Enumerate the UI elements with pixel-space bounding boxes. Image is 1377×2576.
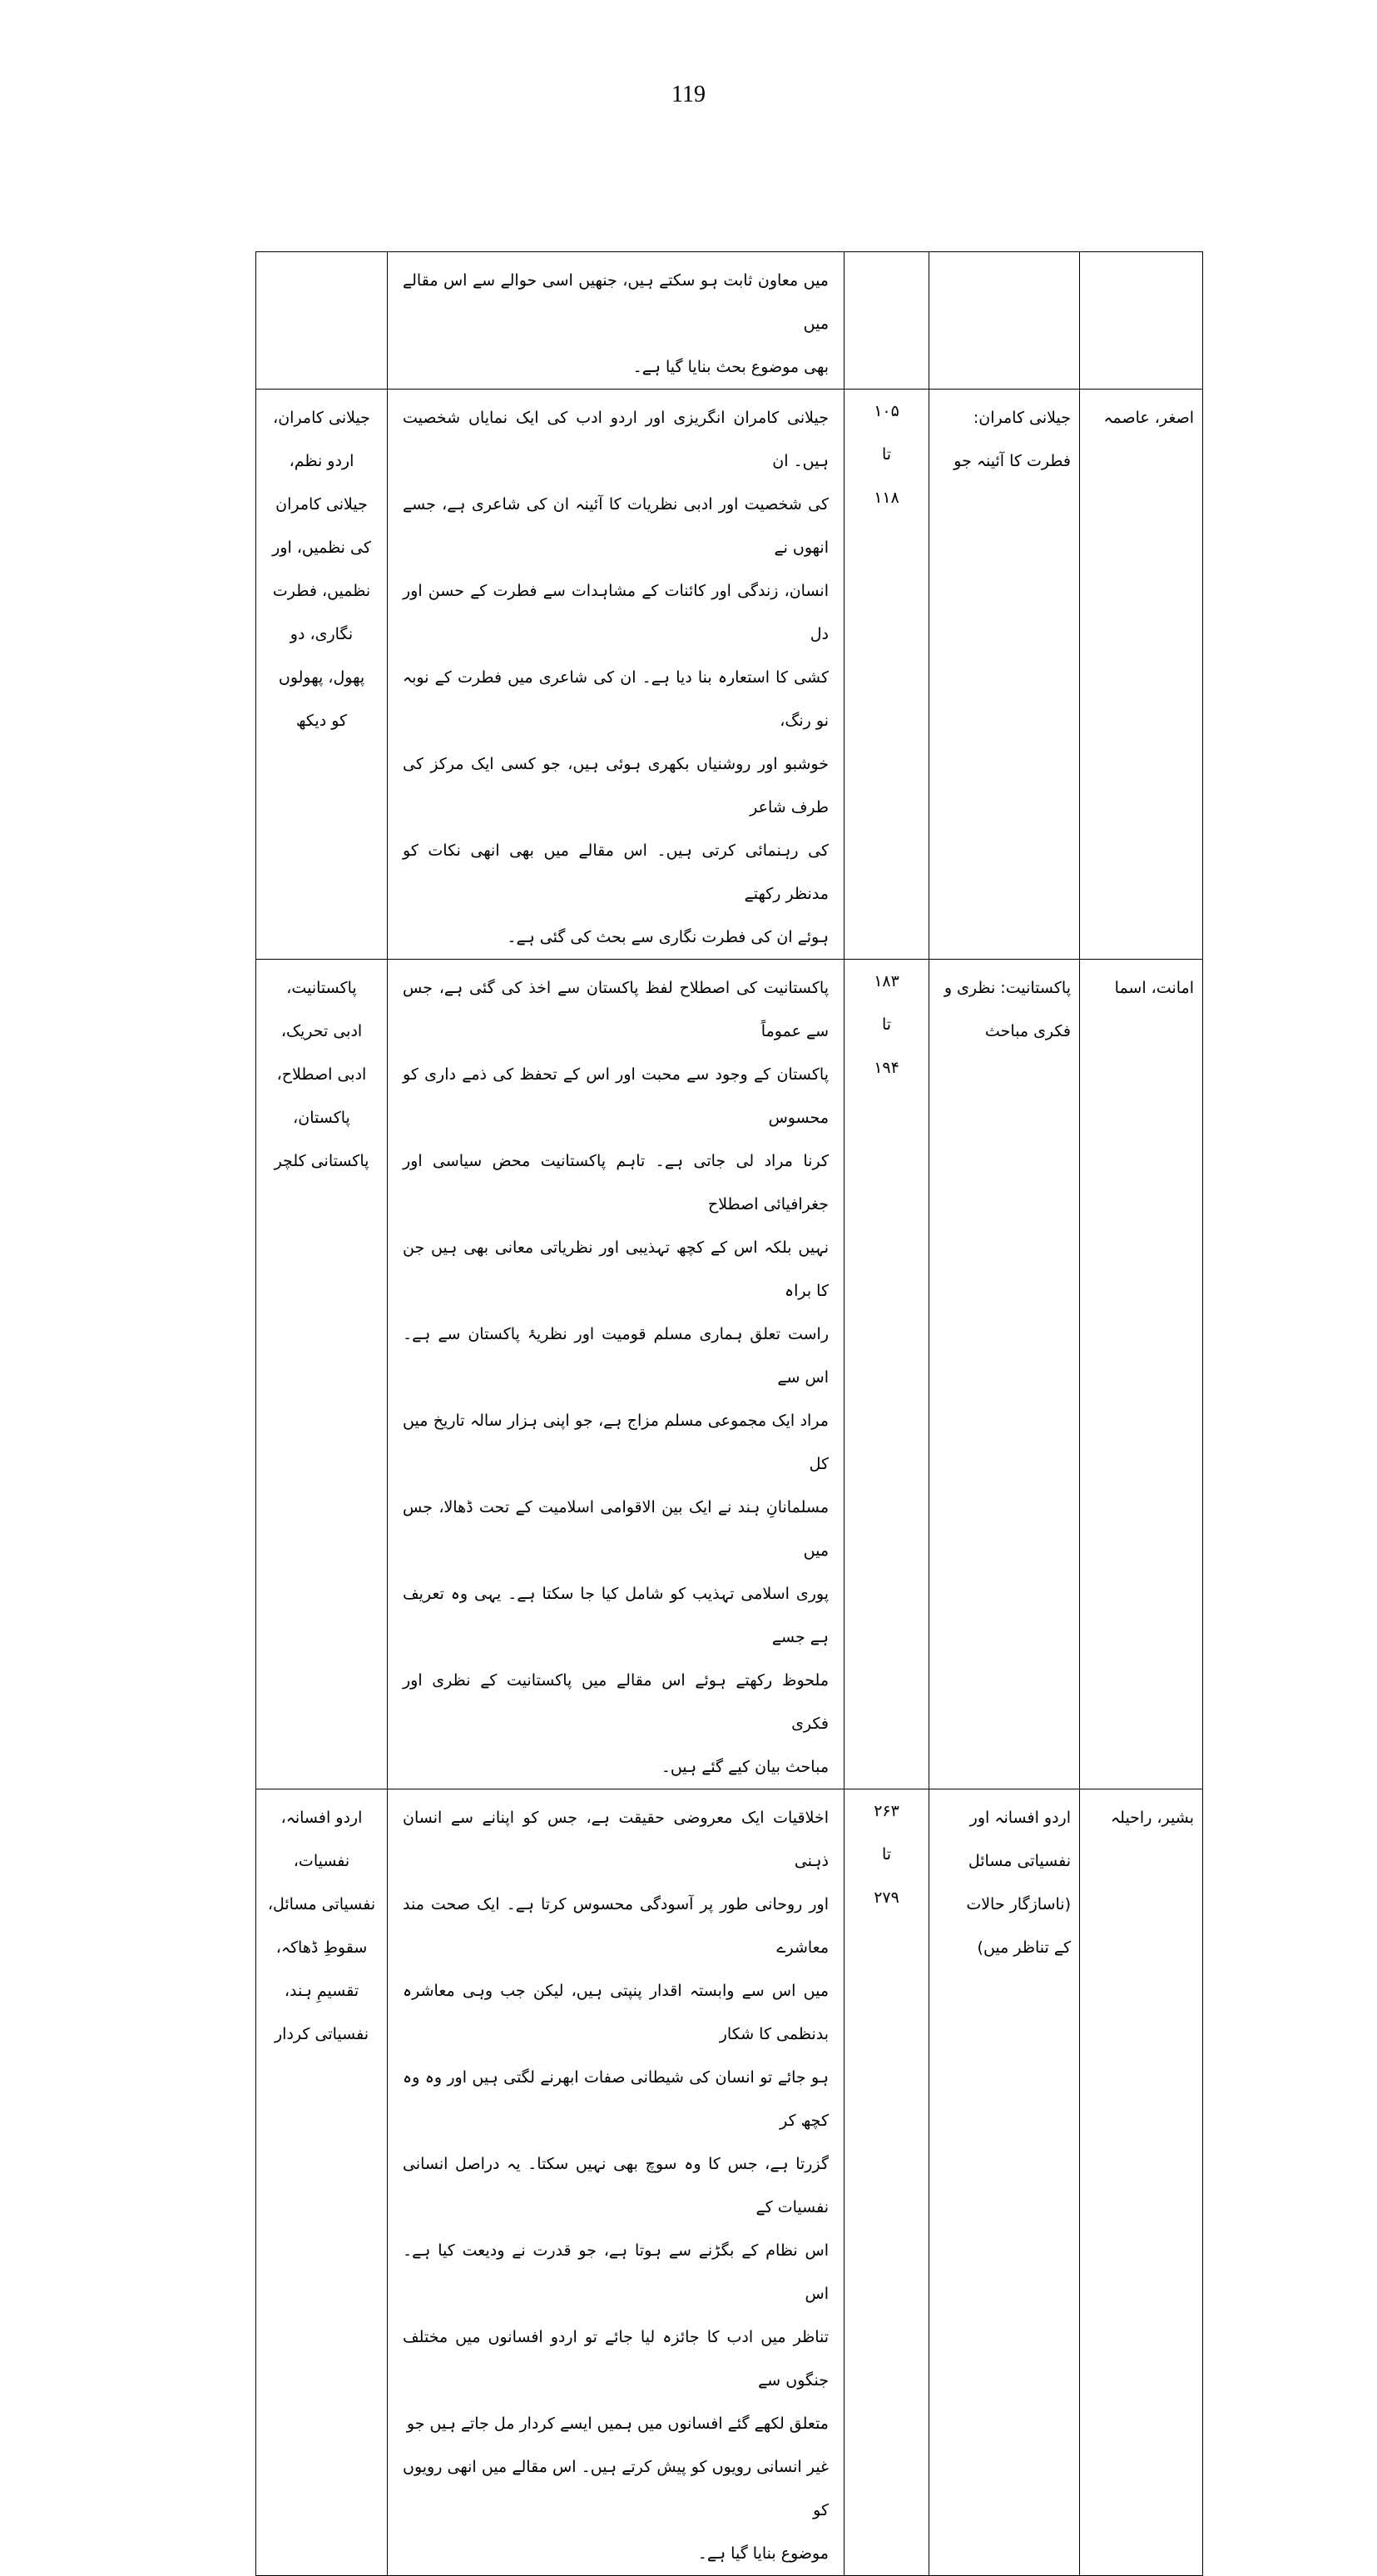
keywords-cell-line: ادبی تحریک،	[280, 1022, 363, 1040]
pages-cell-line: ۱۸۳	[874, 972, 899, 990]
abstract-cell-line: تناظر میں ادب کا جائزہ لیا جائے تو اردو افسانوں میں مختلف جنگوں سے	[403, 2328, 829, 2390]
abstract-cell-line: کی رہنمائی کرتی ہیں۔ اس مقالے میں بھی انھی نکات کو مدنظر رکھتے	[403, 841, 829, 903]
abstract-cell-line: ہو جائے تو انسان کی شیطانی صفات ابھرنے لگتی ہیں اور وہ وہ کچھ کر	[403, 2068, 829, 2130]
keywords-cell-line: تقسیمِ ہند،	[284, 1982, 359, 2000]
table-row	[256, 390, 1203, 960]
abstract-cell-line: کی شخصیت اور ادبی نظریات کا آئینہ ان کی شاعری ہے، جسے انھوں نے	[403, 495, 829, 557]
abstract-cell	[388, 252, 845, 390]
title-cell-line: نفسیاتی مسائل	[968, 1852, 1071, 1870]
title-cell	[929, 252, 1080, 390]
abstract-cell-line: میں معاون ثابت ہو سکتے ہیں، جنھیں اسی حوالے سے اس مقالے میں	[403, 271, 829, 333]
abstract-cell	[388, 390, 845, 960]
abstract-cell	[388, 1789, 845, 2576]
author-cell: اصغر، عاصمہ	[1080, 390, 1203, 960]
pages-cell	[845, 252, 929, 390]
abstract-cell-line: مسلمانانِ ہند نے ایک بین الاقوامی اسلامیت کے تحت ڈھالا، جس میں	[403, 1498, 829, 1560]
article-index-table	[255, 251, 1203, 2576]
title-cell-line: فکری مباحث	[984, 1022, 1071, 1040]
abstract-cell-line: ہوئے ان کی فطرت نگاری سے بحث کی گئی ہے۔	[507, 928, 829, 946]
title-cell-line: پاکستانیت: نظری و	[944, 979, 1071, 997]
title-cell-line: فطرت کا آئینہ جو	[953, 452, 1071, 470]
pages-cell-line: ۲۷۹	[874, 1889, 899, 1907]
abstract-cell-line: جیلانی کامران انگریزی اور اردو ادب کی ایک نمایاں شخصیت ہیں۔ ان	[403, 409, 829, 470]
abstract-cell-line: موضوع بنایا گیا ہے۔	[697, 2544, 829, 2563]
keywords-cell-line: نظمیں، فطرت	[272, 582, 371, 600]
keywords-cell-line: نفسیات،	[293, 1852, 350, 1870]
keywords-cell-line: نفسیاتی مسائل،	[267, 1895, 376, 1913]
keywords-cell-line: ادبی اصطلاح،	[276, 1065, 367, 1084]
abstract-cell-line: کرنا مراد لی جاتی ہے۔ تاہم پاکستانیت محض سیاسی اور جغرافیائی اصطلاح	[403, 1152, 829, 1214]
title-cell	[929, 1789, 1080, 2576]
abstract-cell-line: کشی کا استعارہ بنا دیا ہے۔ ان کی شاعری میں فطرت کے نوبہ نو رنگ،	[403, 668, 829, 730]
keywords-cell-line: اردو نظم،	[289, 452, 354, 470]
table-row	[256, 960, 1203, 1789]
keywords-cell	[256, 252, 388, 390]
title-cell-line: اردو افسانہ اور	[969, 1809, 1071, 1827]
pages-cell-line: ۱۹۴	[874, 1059, 899, 1077]
keywords-cell	[256, 390, 388, 960]
abstract-cell-line: انسان، زندگی اور کائنات کے مشاہدات سے فطرت کے حسن اور دل	[403, 582, 829, 643]
pages-cell-line: ۱۱۸	[874, 489, 899, 507]
pages-cell-line: ۲۶۳	[874, 1802, 899, 1820]
author-cell: امانت، اسما	[1080, 960, 1203, 1789]
abstract-cell-line: پاکستان کے وجود سے محبت اور اس کے تحفظ کی ذمے داری کو محسوس	[403, 1065, 829, 1127]
abstract-cell-line: متعلق لکھے گئے افسانوں میں ہمیں ایسے کردار مل جاتے ہیں جو	[406, 2415, 829, 2433]
keywords-cell	[256, 960, 388, 1789]
keywords-cell-line: پاکستان،	[293, 1109, 350, 1127]
pages-cell-line: تا	[881, 1845, 892, 1864]
keywords-cell-line: کی نظمیں، اور	[272, 539, 371, 557]
abstract-cell-line: خوشبو اور روشنیاں بکھری ہوئی ہیں، جو کسی ایک مرکز کی طرف شاعر	[403, 755, 829, 816]
abstract-cell-line: راست تعلق ہماری مسلم قومیت اور نظریۂ پاکستان سے ہے۔ اس سے	[403, 1325, 829, 1387]
pages-cell-line: تا	[881, 445, 892, 464]
title-cell-line: جیلانی کامران:	[973, 409, 1071, 427]
title-cell	[929, 960, 1080, 1789]
abstract-cell	[388, 960, 845, 1789]
pages-cell	[845, 1789, 929, 2576]
abstract-cell-line: مراد ایک مجموعی مسلم مزاج ہے، جو اپنی ہزار سالہ تاریخ میں کل	[403, 1412, 829, 1473]
author-cell: بشیر، راحیلہ	[1080, 1789, 1203, 2576]
keywords-cell-line: نگاری، دو	[290, 625, 354, 643]
title-cell-line: کے تناظر میں)	[977, 1938, 1071, 1957]
keywords-cell-line: پاکستانی کلچر	[274, 1152, 369, 1170]
table-row	[256, 1789, 1203, 2576]
pages-cell	[845, 960, 929, 1789]
pages-cell-line: تا	[881, 1015, 892, 1034]
title-cell-line: (ناسازگار حالات	[966, 1895, 1071, 1913]
abstract-cell-line: گزرتا ہے، جس کا وہ سوچ بھی نہیں سکتا۔ یہ دراصل انسانی نفسیات کے	[403, 2155, 829, 2216]
keywords-cell	[256, 1789, 388, 2576]
keywords-cell-line: جیلانی کامران،	[273, 409, 370, 427]
abstract-cell-line: نہیں بلکہ اس کے کچھ تہذیبی اور نظریاتی معانی بھی ہیں جن کا براہ	[403, 1238, 829, 1300]
author-cell	[1080, 252, 1203, 390]
abstract-cell-line: غیر انسانی رویوں کو پیش کرتے ہیں۔ اس مقالے میں انھی رویوں کو	[403, 2458, 829, 2519]
keywords-cell-line: جیلانی کامران	[275, 495, 368, 514]
abstract-cell-line: میں اس سے وابستہ اقدار پنپتی ہیں، لیکن جب وہی معاشرہ بدنظمی کا شکار	[403, 1982, 829, 2043]
keywords-cell-line: نفسیاتی کردار	[275, 2025, 369, 2043]
title-cell	[929, 390, 1080, 960]
keywords-cell-line: کو دیکھ	[295, 712, 348, 730]
abstract-cell-line: پاکستانیت کی اصطلاح لفظ پاکستان سے اخذ کی گئی ہے، جس سے عموماً	[403, 979, 829, 1040]
abstract-cell-line: ملحوظ رکھتے ہوئے اس مقالے میں پاکستانیت کے نظری اور فکری	[403, 1671, 829, 1733]
abstract-cell-line: مباحث بیان کیے گئے ہیں۔	[661, 1758, 829, 1776]
pages-cell	[845, 390, 929, 960]
page-number: 119	[671, 82, 706, 107]
keywords-cell-line: پھول، پھولوں	[278, 668, 365, 687]
abstract-cell-line: اس نظام کے بگڑنے سے ہوتا ہے، جو قدرت نے ودیعت کیا ہے۔ اس	[403, 2241, 829, 2303]
pages-cell-line: ۱۰۵	[874, 402, 899, 420]
abstract-cell-line: بھی موضوع بحث بنایا گیا ہے۔	[632, 358, 829, 376]
table-row	[256, 252, 1203, 390]
keywords-cell-line: پاکستانیت،	[286, 979, 357, 997]
abstract-cell-line: اور روحانی طور پر آسودگی محسوس کرتا ہے۔ ایک صحت مند معاشرے	[403, 1895, 829, 1957]
keywords-cell-line: سقوطِ ڈھاکہ،	[275, 1938, 368, 1957]
keywords-cell-line: اردو افسانہ،	[280, 1809, 363, 1827]
abstract-cell-line: اخلاقیات ایک معروضی حقیقت ہے، جس کو اپنانے سے انسان ذہنی	[403, 1809, 829, 1870]
abstract-cell-line: پوری اسلامی تہذیب کو شامل کیا جا سکتا ہے۔ یہی وہ تعریف ہے جسے	[403, 1585, 829, 1646]
